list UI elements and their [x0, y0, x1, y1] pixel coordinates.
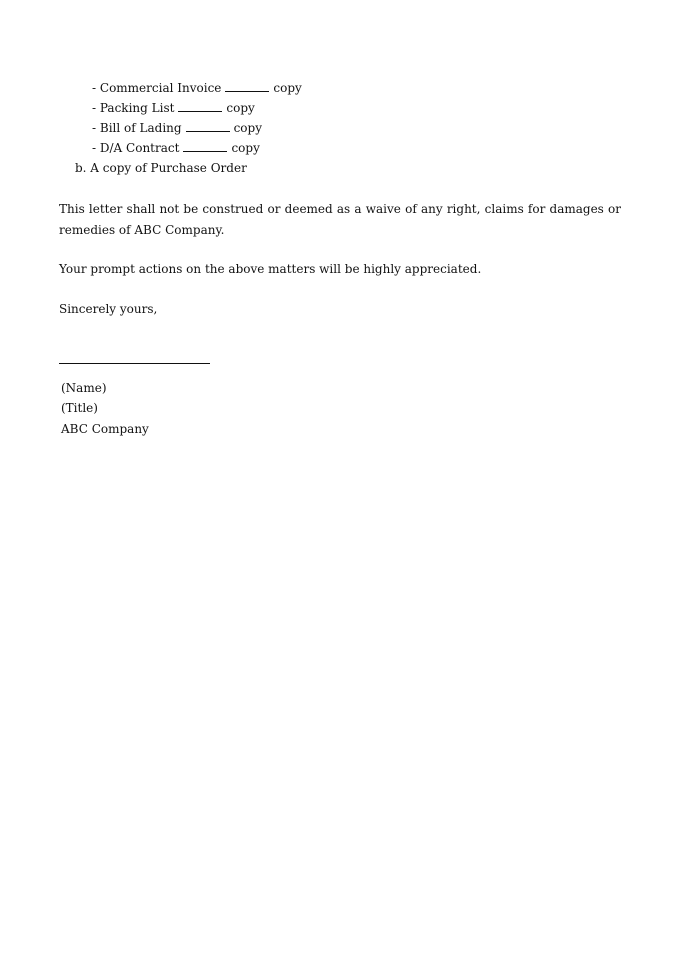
list-item-label: Bill of Lading [99, 121, 182, 135]
fill-in-blank [225, 81, 269, 92]
list-item-b: b. A copy of Purchase Order [75, 161, 247, 175]
list-item [92, 100, 255, 116]
fill-in-blank [178, 101, 222, 112]
paragraph: Your prompt actions on the above matters will be highly appreciated. [59, 262, 482, 276]
list-item [92, 120, 262, 136]
list-dash: - [92, 121, 97, 135]
fill-in-blank [186, 121, 230, 132]
list-item [92, 80, 302, 96]
list-item-label: Commercial Invoice [99, 81, 222, 95]
list-dash: - [92, 101, 97, 115]
list-dash: - [92, 141, 97, 155]
paragraph: This letter shall not be construed or deemed as a waive of any right, claims for damages or remedies of ABC Company. [59, 202, 621, 237]
list-item-suffix: copy [273, 81, 302, 95]
company-name: ABC Company [61, 422, 149, 436]
signatory-title: (Title) [61, 401, 98, 415]
list-item-label: Packing List [99, 101, 175, 115]
closing-text: Sincerely yours, [59, 302, 158, 316]
list-item-suffix: copy [233, 121, 262, 135]
fill-in-blank [183, 141, 227, 152]
list-item-suffix: copy [226, 101, 255, 115]
list-item-label: D/A Contract [99, 141, 180, 155]
signatory-name: (Name) [61, 381, 107, 395]
list-dash: - [92, 81, 97, 95]
signature-line [59, 363, 210, 364]
list-item-suffix: copy [231, 141, 260, 155]
list-item [92, 140, 260, 156]
